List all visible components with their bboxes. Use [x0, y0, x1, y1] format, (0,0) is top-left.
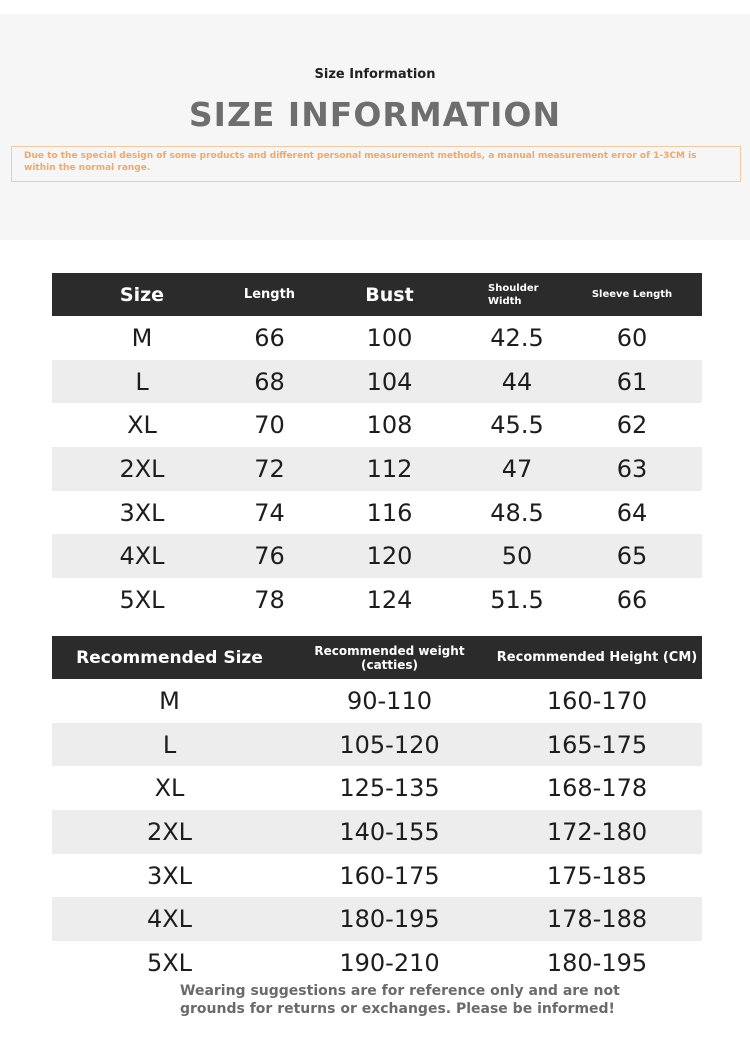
cell-size: XL [127, 411, 157, 440]
col-rec-height-header: Recommended Height (CM) [492, 636, 702, 679]
footer-note: Wearing suggestions are for reference only and are not grounds for returns or exchanges. Please be informed! [180, 983, 620, 1017]
cell-length: 68 [232, 360, 307, 404]
cell-sleeve: 66 [616, 585, 648, 614]
cell-shoulder: 48.5 [490, 498, 544, 527]
cell-rec-weight: 180-195 [287, 897, 492, 941]
col-bust-header: Bust [307, 273, 472, 316]
cell-bust: 108 [366, 411, 413, 440]
cell-rec-size: 4XL [52, 897, 287, 941]
cell-shoulder: 44 [472, 360, 562, 404]
cell-sleeve: 63 [562, 447, 702, 491]
cell-shoulder: 42.5 [490, 323, 544, 352]
cell-rec-size: M [159, 686, 180, 715]
col-sleeve-header: Sleeve Length [562, 273, 702, 316]
table-row [52, 534, 702, 578]
cell-sleeve: 64 [616, 498, 648, 527]
cell-size: 4XL [52, 534, 232, 578]
cell-length: 66 [254, 323, 285, 352]
col-size-header: Size [52, 273, 232, 316]
cell-size: M [131, 323, 153, 352]
cell-rec-size: 3XL [146, 861, 193, 890]
cell-bust: 124 [366, 585, 413, 614]
table-row [52, 491, 702, 535]
cell-shoulder: 47 [472, 447, 562, 491]
table-row [52, 810, 702, 854]
cell-rec-height: 165-175 [492, 723, 702, 767]
cell-size: 5XL [119, 585, 165, 614]
col-rec-size-header: Recommended Size [52, 636, 287, 679]
cell-rec-height: 160-170 [546, 686, 648, 715]
cell-rec-height: 168-178 [546, 774, 648, 803]
cell-rec-weight: 160-175 [339, 861, 440, 890]
cell-rec-height: 180-195 [546, 948, 648, 977]
cell-length: 72 [232, 447, 307, 491]
cell-shoulder: 50 [472, 534, 562, 578]
cell-shoulder: 51.5 [490, 585, 544, 614]
cell-bust: 104 [307, 360, 472, 404]
cell-rec-weight: 140-155 [287, 810, 492, 854]
table-row [52, 941, 702, 985]
cell-rec-size: XL [154, 774, 185, 803]
cell-length: 70 [254, 411, 285, 440]
cell-rec-height: 172-180 [492, 810, 702, 854]
cell-rec-size: 5XL [146, 948, 193, 977]
col-length-header: Length [232, 273, 307, 316]
table-row [52, 723, 702, 767]
cell-bust: 116 [366, 498, 413, 527]
cell-rec-weight: 105-120 [287, 723, 492, 767]
table-row [52, 360, 702, 404]
cell-sleeve: 61 [562, 360, 702, 404]
cell-shoulder: 45.5 [490, 411, 544, 440]
cell-length: 78 [254, 585, 285, 614]
col-shoulder-header: Shoulder Width [472, 273, 562, 316]
cell-bust: 120 [307, 534, 472, 578]
cell-sleeve: 65 [562, 534, 702, 578]
cell-rec-size: 2XL [52, 810, 287, 854]
cell-rec-weight: 90-110 [346, 686, 432, 715]
table-row [52, 766, 702, 810]
cell-size: L [52, 360, 232, 404]
table-row [52, 679, 702, 723]
table-row [52, 854, 702, 898]
cell-size: 2XL [52, 447, 232, 491]
cell-length: 74 [254, 498, 285, 527]
cell-bust: 112 [307, 447, 472, 491]
size-table [52, 273, 702, 622]
cell-size: 3XL [119, 498, 165, 527]
cell-sleeve: 62 [616, 411, 648, 440]
table-row [52, 316, 702, 360]
cell-rec-weight: 190-210 [339, 948, 440, 977]
page-title: SIZE INFORMATION [188, 95, 562, 134]
cell-bust: 100 [366, 323, 413, 352]
cell-rec-size: L [52, 723, 287, 767]
table-row [52, 403, 702, 447]
table-row [52, 897, 702, 941]
cell-sleeve: 60 [616, 323, 648, 352]
recommend-table [52, 636, 702, 985]
cell-rec-height: 178-188 [492, 897, 702, 941]
cell-rec-height: 175-185 [546, 861, 648, 890]
small-title: Size Information [314, 67, 436, 82]
cell-rec-weight: 125-135 [339, 774, 440, 803]
recommend-table-header [52, 636, 702, 679]
table-row [52, 578, 702, 622]
measurement-note: Due to the special design of some products and different personal measurement methods, a manual measurement error of 1-3CM is within the normal range. [11, 146, 741, 182]
col-rec-weight-header: Recommended weight (catties) [287, 636, 492, 679]
cell-length: 76 [232, 534, 307, 578]
table-row [52, 447, 702, 491]
size-table-header [52, 273, 702, 316]
